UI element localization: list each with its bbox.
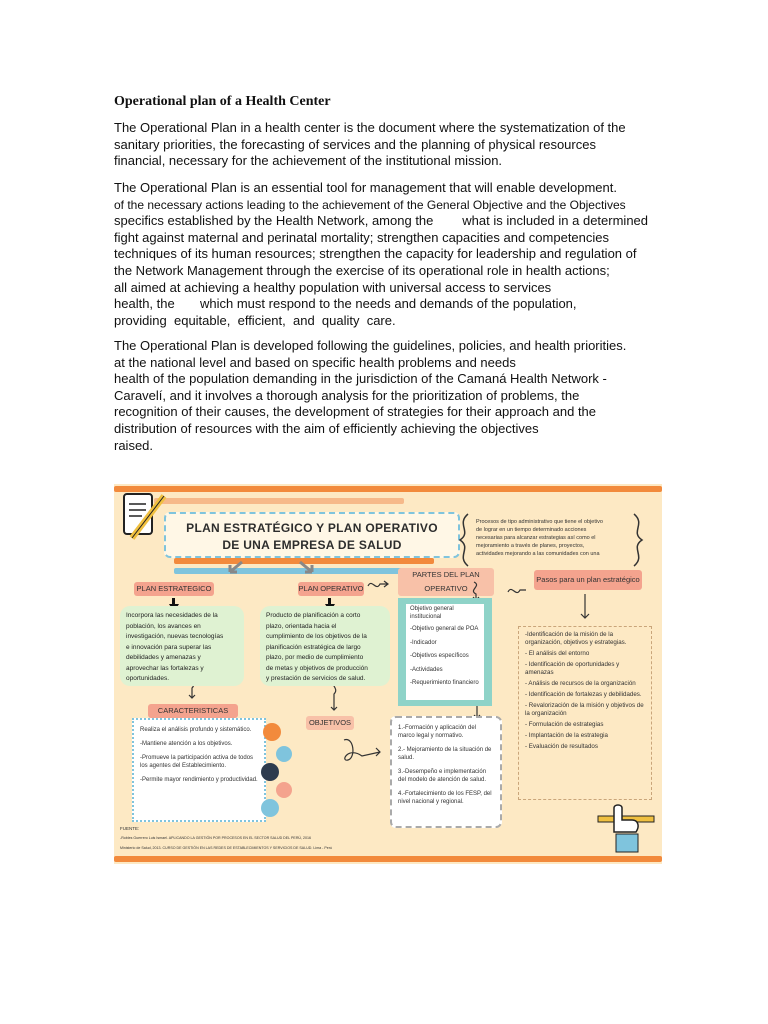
clipboard-pencil-icon <box>118 488 170 546</box>
decorative-strip <box>154 498 404 504</box>
list-item: -Objetivo general de POA <box>410 626 479 632</box>
paragraph-line: health, the which must respond to the needs and demands of the population, <box>114 296 577 312</box>
list-item: - Formulación de estrategias <box>525 721 604 728</box>
list-item: - Implantación de la estrategia <box>525 732 608 739</box>
label-plan-estrategico: PLAN ESTRATEGICO <box>134 582 214 596</box>
definition-line: necesarias para alcanzar estrategias así como el <box>476 535 596 541</box>
paragraph-line: The Operational Plan is an essential tool for management that will enable development. <box>114 180 617 195</box>
box-line: Incorpora las necesidades de la <box>126 612 218 619</box>
box-line: oportunidades. <box>126 675 170 682</box>
list-item: -Requerimiento financiero <box>410 680 479 686</box>
ornament-icon <box>628 512 648 568</box>
paragraph-line: distribution of resources with the aim of efficiently achieving the objectives <box>114 420 539 436</box>
decorative-strip <box>114 856 662 862</box>
paragraph-line: at the national level and based on specific health problems and needs <box>114 354 516 370</box>
box-line: investigación, nuevas tecnologías <box>126 633 224 640</box>
paragraph-line: The Operational Plan in a health center is the document where the systematization of the <box>114 120 626 135</box>
box-line: aprovechar las fortalezas y <box>126 664 204 672</box>
list-item: Realiza el análisis profundo y sistemático. <box>140 727 252 733</box>
list-item: - El análisis del entorno <box>525 650 590 657</box>
squiggle-arrow-icon <box>340 734 384 774</box>
paragraph-line: providing equitable, efficient, and quality care. <box>114 312 396 328</box>
paragraph-line: all aimed at achieving a healthy population with universal access to services <box>114 279 552 295</box>
paragraph-line: raised. <box>114 437 154 453</box>
objetivos-box <box>390 716 502 828</box>
fuente-reference: -Robles Guerrero Luis Ismael. APLICANDO LA GESTIÓN POR PROCESOS EN EL SECTOR SALUD DEL PERÚ, 2016 <box>120 836 311 840</box>
list-item: - Evaluación de resultados <box>525 743 598 750</box>
pasos-list-box <box>518 626 652 800</box>
list-item: 1.-Formación y aplicación del marco legal y normativo. <box>398 725 477 739</box>
list-item: -Indicador <box>410 639 437 646</box>
list-item: 3.-Desempeño e implementación del modelo de atención de salud. <box>398 769 487 783</box>
paragraph-3 <box>114 338 658 454</box>
box-line: plazo, orientada hacia el <box>266 622 337 630</box>
paragraph-line: sanitary priorities, the forecasting of services and the planning of physical resources <box>114 136 596 152</box>
paragraph-line: The Operational Plan is developed following the guidelines, policies, and health priorities. <box>114 338 627 353</box>
squiggle-arrow-icon <box>366 578 390 592</box>
partes-plan-operativo-box <box>398 598 492 706</box>
list-item: - Identificación de fortalezas y debilidades. <box>525 691 642 698</box>
caracteristicas-box <box>132 718 266 822</box>
arrow-down-left-icon <box>226 560 244 576</box>
infographic-poster <box>114 484 662 864</box>
paragraph-line: Caravelí, and it involves a thorough analysis for the prioritization of problems, the <box>114 387 580 403</box>
label-pasos-plan-estrategico: Pasos para un plan estratégico <box>534 570 642 590</box>
list-item: 2.- Mejoramiento de la situación de salud. <box>398 747 492 761</box>
list-item: -Objetivos específicos <box>410 653 469 659</box>
poster-title-line: PLAN ESTRATÉGICO Y PLAN OPERATIVO <box>186 521 438 535</box>
label-caracteristicas: CARACTERISTICAS <box>148 704 238 718</box>
definition-line: de lograr en un tiempo determinado acciones <box>476 527 587 533</box>
paragraph-line: fight against maternal and perinatal mortality; strengthen capacities and competencies <box>114 229 610 245</box>
decorative-strip <box>174 568 404 574</box>
box-line: Producto de planificación a corto <box>266 612 361 619</box>
squiggle-arrow-icon <box>506 584 528 598</box>
box-line: debilidades y amenazas y <box>126 654 201 661</box>
partes-list <box>406 604 484 690</box>
paragraph-line: health of the population demanding in the jurisdiction of the Camaná Health Network - <box>114 371 607 387</box>
box-line: plazo, por medio de cumplimiento <box>266 654 364 661</box>
box-line: e innovación para superar las <box>126 643 212 651</box>
list-item: - Identificación de oportunidades y amenazas <box>525 661 620 676</box>
ornament-icon <box>454 512 474 568</box>
box-line: población, los avances en <box>126 622 201 630</box>
definition-line: mejoramiento a través de planes, proyectos, <box>476 543 585 549</box>
label-plan-operativo: PLAN OPERATIVO <box>298 582 364 596</box>
paragraph-line: specifics established by the Health Network, among the what is included in a determined <box>114 213 649 229</box>
paragraph-line: of the necessary actions leading to the achievement of the General Objective and the Objectives <box>114 197 626 212</box>
definition-line: actividades mejorando a las comunidades con una <box>476 551 600 557</box>
caracteristicas-list <box>140 726 258 784</box>
list-item: - Revalorización de la misión y objetivos de la organización <box>525 702 644 717</box>
hand-pencil-icon <box>596 802 658 854</box>
definition-line: Procesos de tipo administrativo que tiene el objetivo <box>476 519 603 525</box>
arrow-down-right-icon <box>298 560 316 576</box>
list-item: -Mantiene atención a los objetivos. <box>140 741 233 747</box>
squiggle-arrow-icon <box>578 592 592 620</box>
document-title: Operational plan of a Health Center <box>114 94 331 109</box>
paragraph-1 <box>114 120 658 170</box>
list-item: -Actividades <box>410 666 443 673</box>
box-line: cumplimiento de los objetivos de la <box>266 633 367 640</box>
box-line: de metas y objetivos de producción <box>266 664 368 672</box>
definition-text <box>476 518 628 558</box>
list-item: -Identificación de la misión de la organización, objetivos y estrategias. <box>525 631 627 646</box>
plan-operativo-box <box>260 606 390 686</box>
paragraph-line: recognition of their causes, the development of strategies for their approach and the <box>114 404 597 420</box>
label-partes-plan-operativo: PARTES DEL PLAN OPERATIVO <box>398 568 494 596</box>
decorative-strip <box>114 486 662 492</box>
paragraph-line: the Network Management through the exercise of its operational role in health actions; <box>114 262 610 278</box>
label-objetivos: OBJETIVOS <box>306 716 354 730</box>
objetivos-list <box>398 724 494 806</box>
list-item: -Promueve la participación activa de todos los agentes del Establecimiento. <box>140 755 254 769</box>
poster-title <box>164 512 460 558</box>
pasos-list <box>525 631 645 751</box>
paragraph-2 <box>114 180 658 329</box>
list-item: Objetivo general institucional <box>410 606 454 620</box>
list-item: -Permite mayor rendimiento y productividad. <box>140 777 258 783</box>
floral-decoration-icon <box>260 720 296 820</box>
paragraph-line: financial, necessary for the achievement of the institutional mission. <box>114 153 503 169</box>
poster-title-line: DE UNA EMPRESA DE SALUD <box>222 538 402 552</box>
plan-estrategico-box <box>120 606 244 686</box>
list-item: 4.-Fortalecimiento de los FESP, del nivel nacional y regional. <box>398 791 492 805</box>
list-item: - Análisis de recursos de la organización <box>525 680 636 687</box>
box-line: planificación estratégica de largo <box>266 643 361 651</box>
paragraph-line: techniques of its human resources; strengthen the capacity for leadership and regulation of <box>114 246 637 262</box>
fuente-reference: Ministerio de Salud, 2013. CURSO DE GESTIÓN EN LAS REDES DE ESTABLECIMIENTOS Y SERVICIOS DE SALUD. Lima - Perú <box>120 846 332 850</box>
fuente-label: FUENTE: <box>120 826 140 831</box>
box-line: y prestación de servicios de salud. <box>266 675 366 682</box>
